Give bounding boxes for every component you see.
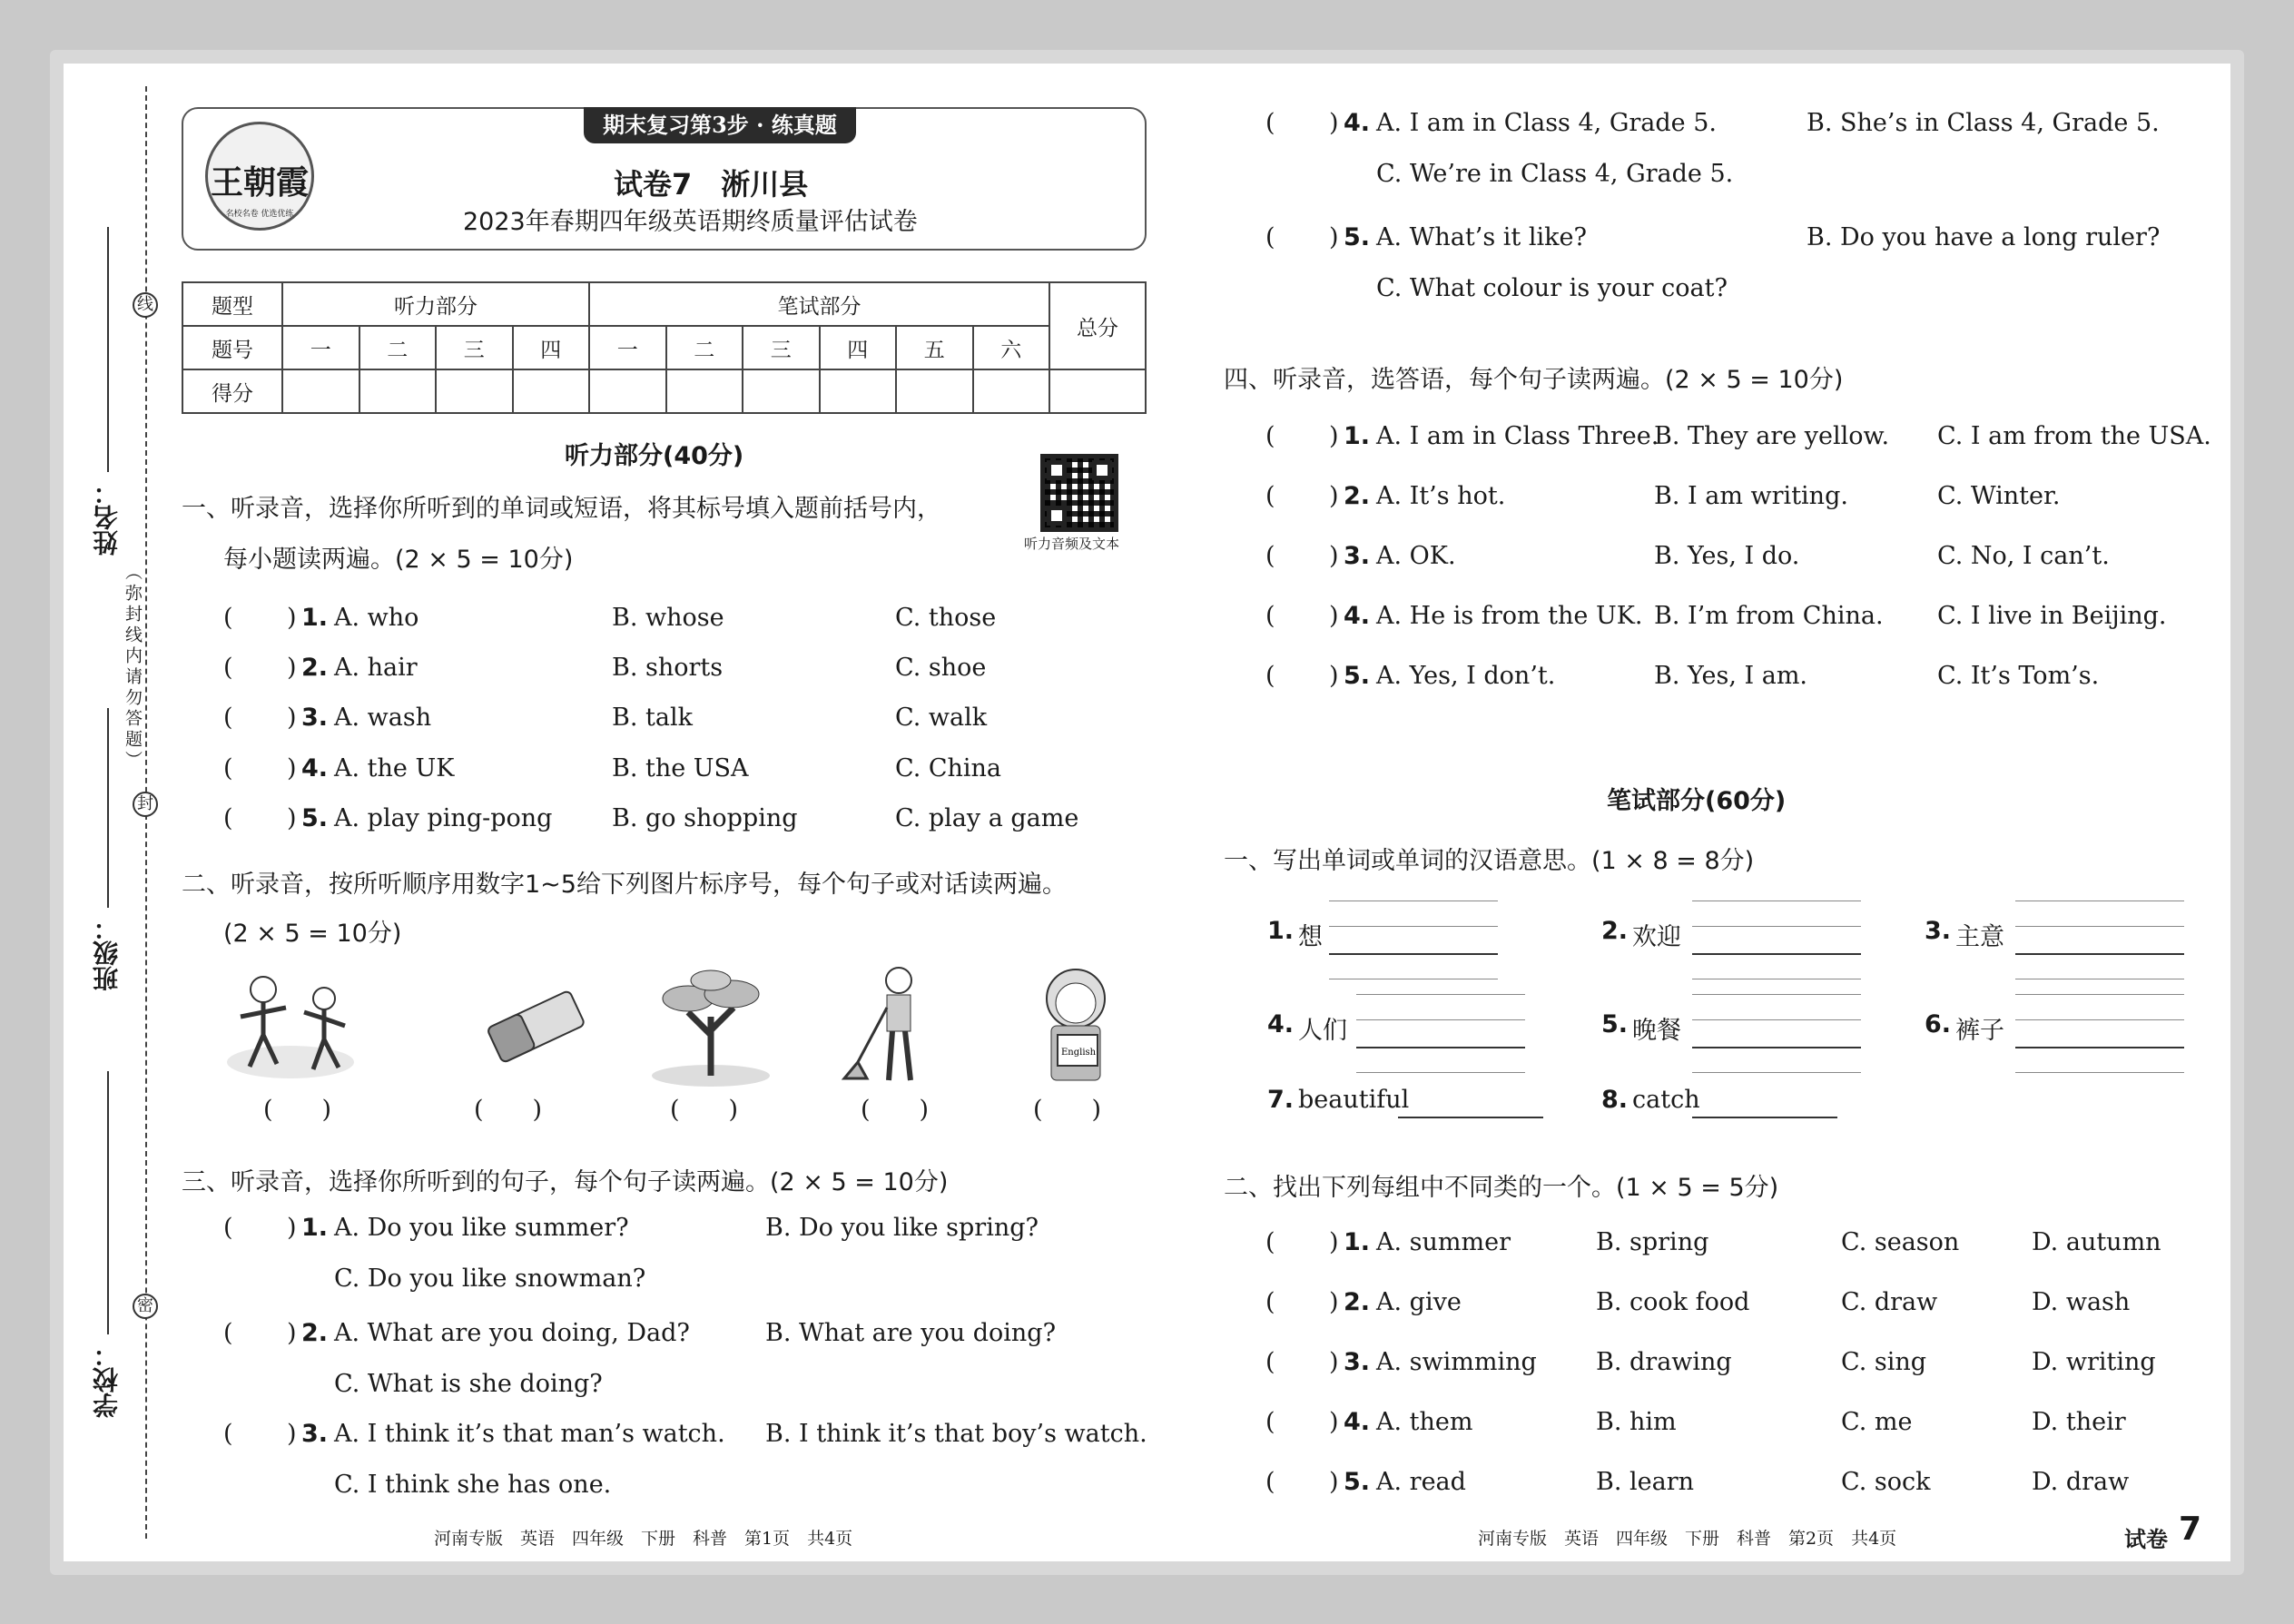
option-d[interactable]: D. writing: [2032, 1348, 2156, 1376]
answer-paren-open[interactable]: (: [1265, 223, 1275, 251]
score-type-label: 题型: [182, 282, 282, 326]
answer-paren-open[interactable]: (: [1265, 542, 1275, 570]
option-a[interactable]: A. I am in Class 4, Grade 5.: [1376, 109, 1718, 137]
question-number: 1.: [301, 1214, 329, 1242]
option-b[interactable]: B. Yes, I do.: [1654, 542, 1800, 570]
word-number: 5.: [1601, 1010, 1629, 1038]
word-prompt: 欢迎: [1632, 923, 1681, 951]
answer-paren-close: ): [1329, 1348, 1339, 1376]
option-a[interactable]: A. I think it’s that man’s watch.: [334, 1420, 725, 1448]
school-line: [107, 1071, 109, 1334]
book-label: English: [1061, 1048, 1097, 1058]
seal-char-line: 线: [133, 292, 158, 318]
option-b[interactable]: B. learn: [1596, 1468, 1695, 1496]
option-c[interactable]: C. sing: [1841, 1348, 1927, 1376]
footer-page-number: 7: [2179, 1511, 2202, 1548]
picture-answer-5[interactable]: ( ): [1033, 1096, 1102, 1124]
option-a[interactable]: A. give: [1376, 1288, 1462, 1316]
writing-heading: 笔试部分(60分): [1607, 787, 1787, 815]
picture-boy-sweeping: [831, 962, 967, 1089]
option-a[interactable]: A. It’s hot.: [1376, 482, 1506, 510]
footer-label: 试卷: [2124, 1527, 2168, 1552]
score-cell[interactable]: [589, 369, 666, 413]
score-col: 一: [282, 326, 359, 369]
word-number: 8.: [1601, 1086, 1629, 1114]
writing-s1-title: 一、写出单词或单词的汉语意思。(1 × 8 = 8分): [1224, 847, 1755, 875]
option-c[interactable]: C. season: [1841, 1228, 1960, 1256]
option-c[interactable]: C. those: [895, 604, 997, 632]
question-number: 2.: [301, 654, 329, 682]
score-cell[interactable]: [436, 369, 513, 413]
picture-answer-2[interactable]: ( ): [474, 1096, 543, 1124]
score-col: 三: [436, 326, 513, 369]
option-a[interactable]: A. Do you like summer?: [334, 1214, 629, 1242]
answer-paren-close: ): [1329, 223, 1339, 251]
answer-paren-close: ): [1329, 1408, 1339, 1436]
answer-paren-open[interactable]: (: [1265, 482, 1275, 510]
answer-paren-open[interactable]: (: [1265, 1288, 1275, 1316]
listening-s4-title: 四、听录音，选答语，每个句子读两遍。(2 × 5 = 10分): [1224, 366, 1844, 394]
word-number: 3.: [1925, 917, 1952, 945]
listening-s1-title-2: 每小题读两遍。(2 × 5 = 10分): [223, 546, 574, 574]
answer-paren-open[interactable]: (: [223, 704, 233, 732]
score-cell[interactable]: [282, 369, 359, 413]
brand-logo: [205, 122, 314, 231]
question-number: 2.: [1344, 1288, 1371, 1316]
option-c[interactable]: C. We’re in Class 4, Grade 5.: [1376, 160, 1734, 188]
answer-paren-open[interactable]: (: [1265, 1408, 1275, 1436]
answer-paren-close: ): [287, 754, 297, 782]
word-number: 7.: [1267, 1086, 1295, 1114]
page-subtitle: 2023年春期四年级英语期终质量评估试卷: [463, 208, 918, 236]
option-b[interactable]: B. Do you have a long ruler?: [1807, 223, 2161, 251]
score-cell[interactable]: [820, 369, 897, 413]
option-a[interactable]: A. swimming: [1376, 1348, 1537, 1376]
score-col: 四: [513, 326, 590, 369]
option-a[interactable]: A. I am in Class Three.: [1376, 422, 1659, 450]
option-c[interactable]: C. Do you like snowman?: [334, 1265, 646, 1293]
option-c[interactable]: C. sock: [1841, 1468, 1931, 1496]
option-b[interactable]: B. whose: [612, 604, 724, 632]
option-c[interactable]: C. play a game: [895, 804, 1079, 832]
option-c[interactable]: C. draw: [1841, 1288, 1938, 1316]
answer-paren-close: ): [287, 704, 297, 732]
score-col: 五: [896, 326, 973, 369]
writing-line: [1356, 1072, 1525, 1073]
option-d[interactable]: D. autumn: [2032, 1228, 2161, 1256]
answer-paren-open[interactable]: (: [1265, 422, 1275, 450]
school-label: 学校：: [92, 1342, 122, 1418]
name-label: 姓名：: [92, 479, 122, 556]
picture-girl-with-book: [1008, 962, 1144, 1089]
option-b[interactable]: B. I’m from China.: [1654, 602, 1884, 630]
option-b[interactable]: B. shorts: [612, 654, 724, 682]
option-b[interactable]: B. I am writing.: [1654, 482, 1848, 510]
score-cell[interactable]: [896, 369, 973, 413]
option-a[interactable]: A. Yes, I don’t.: [1376, 662, 1556, 690]
page-title: 试卷7 淅川县: [614, 167, 809, 202]
question-number: 5.: [1344, 223, 1371, 251]
writing-line[interactable]: [1692, 1047, 1861, 1048]
writing-line: [1692, 994, 1861, 995]
option-b[interactable]: B. They are yellow.: [1654, 422, 1890, 450]
question-number: 4.: [1344, 602, 1371, 630]
score-cell[interactable]: [666, 369, 743, 413]
writing-line[interactable]: [1356, 1047, 1525, 1048]
answer-paren-close: ): [287, 1319, 297, 1347]
option-a[interactable]: A. the UK: [334, 754, 455, 782]
option-b[interactable]: B. What are you doing?: [765, 1319, 1057, 1347]
answer-paren-open[interactable]: (: [1265, 1228, 1275, 1256]
score-cell[interactable]: [973, 369, 1050, 413]
writing-line: [1692, 926, 1861, 927]
answer-paren-open[interactable]: (: [223, 1420, 233, 1448]
answer-paren-close: ): [1329, 422, 1339, 450]
answer-paren-open[interactable]: (: [223, 1319, 233, 1347]
option-a[interactable]: A. who: [334, 604, 419, 632]
score-cell[interactable]: [359, 369, 437, 413]
answer-paren-open[interactable]: (: [223, 754, 233, 782]
class-label: 班级：: [92, 915, 122, 991]
option-b[interactable]: B. She’s in Class 4, Grade 5.: [1807, 109, 2160, 137]
answer-paren-close: ): [287, 654, 297, 682]
answer-paren-close: ): [1329, 482, 1339, 510]
word-prompt: 想: [1298, 923, 1323, 951]
score-listening-label: 听力部分: [282, 282, 589, 326]
question-number: 3.: [301, 704, 329, 732]
writing-line: [2015, 1019, 2184, 1020]
option-b[interactable]: B. spring: [1596, 1228, 1709, 1256]
option-a[interactable]: A. hair: [334, 654, 418, 682]
score-cell[interactable]: [1049, 369, 1146, 413]
writing-line: [1329, 926, 1498, 927]
score-col: 一: [589, 326, 666, 369]
option-b[interactable]: B. drawing: [1596, 1348, 1732, 1376]
answer-paren-close: ): [1329, 109, 1339, 137]
score-table: [182, 281, 1147, 414]
answer-paren-close: ): [287, 1420, 297, 1448]
option-c[interactable]: C. I live in Beijing.: [1937, 602, 2167, 630]
option-a[interactable]: A. He is from the UK.: [1376, 602, 1643, 630]
answer-paren-close: ): [1329, 1228, 1339, 1256]
word-prompt: 裤子: [1955, 1017, 2004, 1045]
option-a[interactable]: A. read: [1376, 1468, 1466, 1496]
writing-line: [2015, 926, 2184, 927]
word-prompt: 人们: [1298, 1017, 1347, 1045]
name-line: [107, 227, 109, 472]
seal-char-seal: 封: [133, 792, 158, 817]
logo-small-text: 名校名卷 优选优练: [225, 210, 294, 219]
picture-answer-1[interactable]: ( ): [263, 1096, 332, 1124]
question-number: 4.: [1344, 109, 1371, 137]
picture-tree: [643, 962, 779, 1089]
score-col: 三: [743, 326, 820, 369]
option-a[interactable]: A. them: [1376, 1408, 1473, 1436]
option-a[interactable]: A. OK.: [1376, 542, 1456, 570]
option-c[interactable]: C. Winter.: [1937, 482, 2061, 510]
seal-note: （弥封线内请勿答题）: [123, 563, 143, 772]
listening-heading: 听力部分(40分): [565, 442, 744, 470]
option-d[interactable]: D. their: [2032, 1408, 2126, 1436]
writing-line[interactable]: [1329, 953, 1498, 955]
option-c[interactable]: C. What is she doing?: [334, 1370, 603, 1398]
picture-eraser: [468, 962, 604, 1089]
listening-s2-title-2: (2 × 5 = 10分): [223, 920, 402, 948]
question-number: 3.: [1344, 1348, 1371, 1376]
answer-paren-close: ): [287, 604, 297, 632]
option-c[interactable]: C. shoe: [895, 654, 987, 682]
word-prompt: beautiful: [1298, 1086, 1410, 1114]
option-c[interactable]: C. I think she has one.: [334, 1471, 612, 1499]
option-b[interactable]: B. I think it’s that boy’s watch.: [765, 1420, 1147, 1448]
option-a[interactable]: A. play ping-pong: [334, 804, 553, 832]
picture-answer-4[interactable]: ( ): [861, 1096, 930, 1124]
option-b[interactable]: B. the USA: [612, 754, 749, 782]
option-c[interactable]: C. China: [895, 754, 1002, 782]
question-number: 5.: [1344, 1468, 1371, 1496]
footer-left: 河南专版 英语 四年级 下册 科普 第1页 共4页: [434, 1529, 853, 1549]
listening-s1-title: 一、听录音，选择你所听到的单词或短语，将其标号填入题前括号内，: [182, 495, 941, 523]
score-got-label: 得分: [182, 369, 282, 413]
writing-line[interactable]: [2015, 1047, 2184, 1048]
option-a[interactable]: A. summer: [1376, 1228, 1511, 1256]
answer-paren-close: ): [1329, 662, 1339, 690]
footer-right: 河南专版 英语 四年级 下册 科普 第2页 共4页: [1478, 1529, 1897, 1549]
question-number: 4.: [1344, 1408, 1371, 1436]
qr-code[interactable]: [1040, 454, 1118, 532]
question-number: 2.: [301, 1319, 329, 1347]
writing-line: [1356, 994, 1525, 995]
option-c[interactable]: C. walk: [895, 704, 988, 732]
answer-paren-open[interactable]: (: [223, 604, 233, 632]
review-banner: 期末复习第3步 · 练真题: [584, 107, 856, 143]
writing-line[interactable]: [2015, 953, 2184, 955]
qr-caption: 听力音频及文本: [1024, 536, 1120, 552]
option-a[interactable]: A. wash: [334, 704, 432, 732]
answer-paren-close: ): [1329, 602, 1339, 630]
score-cell[interactable]: [513, 369, 590, 413]
writing-line[interactable]: [1692, 953, 1861, 955]
score-col: 四: [820, 326, 897, 369]
score-col: 六: [973, 326, 1050, 369]
writing-line: [1692, 1072, 1861, 1073]
option-c[interactable]: C. me: [1841, 1408, 1913, 1436]
answer-paren-open[interactable]: (: [223, 1214, 233, 1242]
picture-kids-playing: [222, 962, 359, 1089]
answer-paren-close: ): [1329, 1468, 1339, 1496]
answer-paren-close: ): [1329, 542, 1339, 570]
class-line: [107, 708, 109, 908]
score-cell[interactable]: [743, 369, 820, 413]
answer-paren-open[interactable]: (: [1265, 662, 1275, 690]
answer-paren-open[interactable]: (: [1265, 1348, 1275, 1376]
option-d[interactable]: D. draw: [2032, 1468, 2130, 1496]
score-col: 二: [666, 326, 743, 369]
writing-s2-title: 二、找出下列每组中不同类的一个。(1 × 5 = 5分): [1224, 1174, 1779, 1202]
listening-s2-title: 二、听录音，按所听顺序用数字1~5给下列图片标序号，每个句子或对话读两遍。: [182, 871, 1067, 899]
question-number: 5.: [1344, 662, 1371, 690]
answer-blank[interactable]: [1398, 1117, 1543, 1118]
answer-paren-open[interactable]: (: [1265, 602, 1275, 630]
option-b[interactable]: B. go shopping: [612, 804, 798, 832]
word-number: 2.: [1601, 917, 1629, 945]
question-number: 3.: [1344, 542, 1371, 570]
score-col: 二: [359, 326, 437, 369]
option-c[interactable]: C. No, I can’t.: [1937, 542, 2110, 570]
picture-answer-3[interactable]: ( ): [670, 1096, 739, 1124]
word-number: 1.: [1267, 917, 1295, 945]
answer-paren-open[interactable]: (: [223, 804, 233, 832]
option-c[interactable]: C. I am from the USA.: [1937, 422, 2211, 450]
question-number: 2.: [1344, 482, 1371, 510]
option-a[interactable]: A. What’s it like?: [1376, 223, 1587, 251]
word-prompt: catch: [1632, 1086, 1700, 1114]
option-b[interactable]: B. Yes, I am.: [1654, 662, 1808, 690]
answer-paren-close: ): [287, 804, 297, 832]
option-d[interactable]: D. wash: [2032, 1288, 2131, 1316]
word-prompt: 晚餐: [1632, 1017, 1681, 1045]
score-total-label: 总分: [1049, 282, 1146, 369]
answer-blank[interactable]: [1692, 1117, 1837, 1118]
question-number: 3.: [301, 1420, 329, 1448]
writing-line: [1356, 1019, 1525, 1020]
question-number: 1.: [301, 604, 329, 632]
answer-paren-close: ): [287, 1214, 297, 1242]
word-number: 6.: [1925, 1010, 1952, 1038]
option-c[interactable]: C. What colour is your coat?: [1376, 274, 1728, 302]
writing-line: [2015, 994, 2184, 995]
writing-line: [1692, 1019, 1861, 1020]
question-number: 4.: [301, 754, 329, 782]
logo-text: 王朝霞: [210, 163, 309, 202]
question-number: 5.: [301, 804, 329, 832]
word-number: 4.: [1267, 1010, 1295, 1038]
word-prompt: 主意: [1955, 923, 2004, 951]
seal-char-secret: 密: [133, 1294, 158, 1319]
question-number: 1.: [1344, 422, 1371, 450]
question-number: 1.: [1344, 1228, 1371, 1256]
answer-paren-open[interactable]: (: [223, 654, 233, 682]
option-b[interactable]: B. talk: [612, 704, 693, 732]
option-a[interactable]: A. What are you doing, Dad?: [334, 1319, 690, 1347]
option-b[interactable]: B. cook food: [1596, 1288, 1750, 1316]
writing-line: [2015, 1072, 2184, 1073]
answer-paren-close: ): [1329, 1288, 1339, 1316]
score-writing-label: 笔试部分: [589, 282, 1049, 326]
option-b[interactable]: B. him: [1596, 1408, 1677, 1436]
option-b[interactable]: B. Do you like spring?: [765, 1214, 1039, 1242]
answer-paren-open[interactable]: (: [1265, 109, 1275, 137]
answer-paren-open[interactable]: (: [1265, 1468, 1275, 1496]
listening-s3-title: 三、听录音，选择你所听到的句子，每个句子读两遍。(2 × 5 = 10分): [182, 1168, 949, 1196]
option-c[interactable]: C. It’s Tom’s.: [1937, 662, 2100, 690]
score-num-label: 题号: [182, 326, 282, 369]
